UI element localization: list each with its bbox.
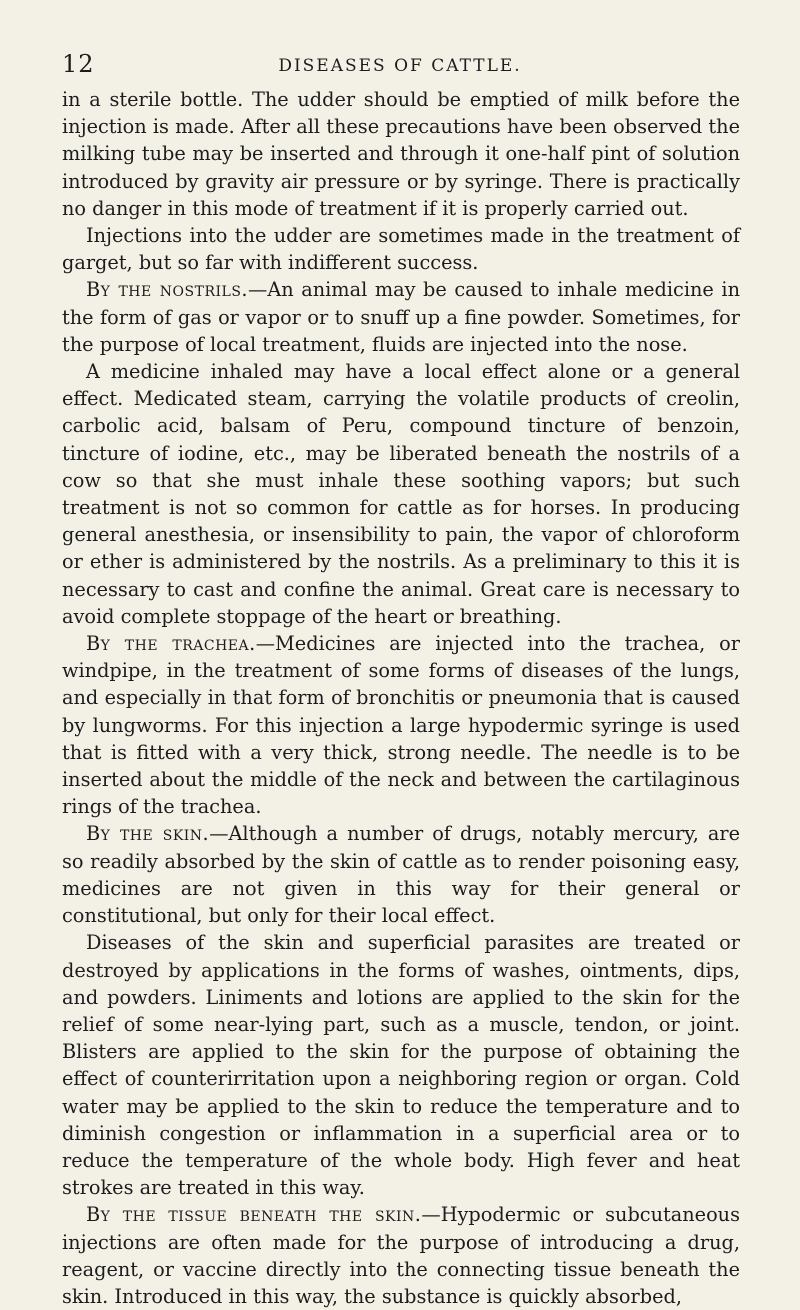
paragraph-inhaled-medicine <box>62 358 740 630</box>
paragraph-text: —An animal may be caused to inhale medicine in the form of gas or vapor or to snuff up a fine powder. Sometimes, for the purpose of local treatment, fluids are injected into the nose. <box>62 278 740 356</box>
paragraph-text: A medicine inhaled may have a local effect alone or a general effect. Medicated steam, carrying the volatile products of creolin, carbolic acid, balsam of Peru, compound tincture of benzoin, tincture of iodine, etc., may be liberated beneath the nostrils of a cow so that she must inhale these soothing vapors; but such treatment is not so common for cattle as for horses. In producing general anesthesia, or insensibility to pain, the vapor of chloroform or ether is administered by the nostrils. As a preliminary to this it is necessary to cast and confine the animal. Great care is necessary to avoid complete stoppage of the heart or breathing. <box>62 360 740 628</box>
page-header <box>62 50 738 80</box>
paragraph-text: Injections into the udder are sometimes made in the treatment of garget, but so far with indifferent success. <box>62 224 740 275</box>
paragraph-text: —Although a number of drugs, notably mercury, are so readily absorbed by the skin of cattle as to render poisoning easy, medicines are not given in this way for their general or constitutional, but only for their local effect. <box>62 822 740 928</box>
section-heading: By the tissue beneath the skin. <box>86 1203 422 1227</box>
paragraph-udder-injections <box>62 222 740 276</box>
section-by-the-skin <box>62 820 740 929</box>
paragraph-text: —Medicines are injected into the trachea, or windpipe, in the treatment of some forms of diseases of the lungs, and especially in that form of bronchitis or pneumonia that is caused by lungworms. For this injection a large hypodermic syringe is used that is fitted with a very thick, strong needle. The needle is to be inserted about the middle of the neck and between the cartilaginous rings of the trachea. <box>62 632 740 819</box>
running-head: DISEASES OF CATTLE. <box>278 56 522 76</box>
section-by-the-trachea <box>62 630 740 820</box>
section-heading: By the trachea. <box>86 632 256 656</box>
page-number: 12 <box>62 50 95 78</box>
section-heading: By the skin. <box>86 822 210 846</box>
paragraph-sterile-bottle <box>62 86 740 222</box>
section-by-the-nostrils <box>62 276 740 358</box>
section-heading: By the nostrils. <box>86 278 249 302</box>
page-body <box>62 86 740 1310</box>
section-by-tissue-beneath-skin <box>62 1201 740 1310</box>
paragraph-text: in a sterile bottle. The udder should be emptied of milk before the injection is made. After all these precautions have been observed the milking tube may be inserted and through it one-half pint of solution introduced by gravity air pressure or by syringe. There is practically no danger in this mode of treatment if it is properly carried out. <box>62 88 740 220</box>
paragraph-skin-diseases <box>62 929 740 1201</box>
paragraph-text: Diseases of the skin and superficial parasites are treated or destroyed by applications in the forms of washes, ointments, dips, and powders. Liniments and lotions are applied to the skin for the relief of some near-lying part, such as a muscle, tendon, or joint. Blisters are applied to the skin for the purpose of obtaining the effect of counterirritation upon a neighboring region or organ. Cold water may be applied to the skin to reduce the temperature and to diminish congestion or inflammation in a superficial area or to reduce the temperature of the whole body. High fever and heat strokes are treated in this way. <box>62 931 740 1200</box>
paragraph-text: —Hypodermic or subcutaneous injections are often made for the purpose of introducing a drug, reagent, or vaccine directly into the connecting tissue beneath the skin. Introduced in this way, the substance is quickly absorbed, <box>62 1203 740 1308</box>
